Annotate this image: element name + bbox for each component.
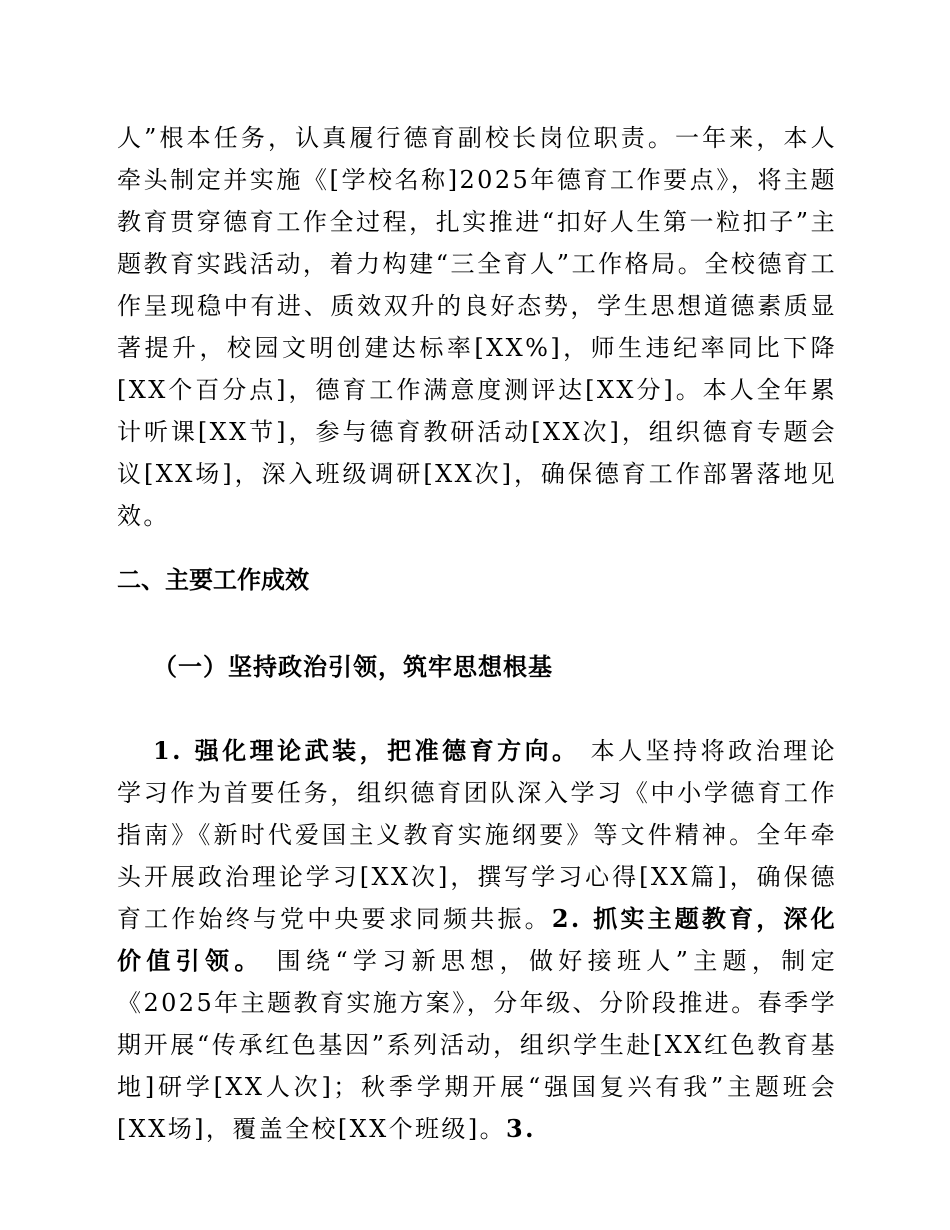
intro-paragraph: 人”根本任务，认真履行德育副校长岗位职责。一年来，本人牵头制定并实施《[学校名称]2025年德育工作要点》，将主题教育贯穿德育工作全过程，扎实推进“扣好人生第一粒扣子”主题教育实践活动，着力构建“三全育人”工作格局。全校德育工作呈现稳中有进、质效双升的良好态势，学生思想道德素质显著提升，校园文明创建达标率[XX%]，师生违纪率同比下降[XX个百分点]，德育工作满意度测评达[XX分]。本人全年累计听课[XX节]，参与德育教研活动[XX次]，组织德育专题会议[XX场]，深入班级调研[XX次]，确保德育工作部署落地见效。 — [117, 124, 837, 530]
subsection-heading: （一）坚持政治引领，筑牢思想根基 — [153, 652, 553, 681]
item1-title: 1. 强化理论武装，把准德育方向。 — [153, 736, 580, 765]
achievements-paragraph — [117, 730, 837, 1150]
item2-title: 2. 抓实主题教育，深化价值引领。 — [117, 904, 837, 975]
item3-marker: 3. — [506, 1114, 536, 1143]
section-heading: 二、主要工作成效 — [117, 566, 309, 594]
item2-body: 围绕“学习新思想，做好接班人”主题，制定《2025年主题教育实施方案》，分年级、分阶段推进。春季学期开展“传承红色基因”系列活动，组织学生赴[XX红色教育基地]研学[XX人次]；秋季学期开展“强国复兴有我”主题班会[XX场]，覆盖全校[XX个班级]。 — [117, 947, 837, 1143]
item1-body: 本人坚持将政治理论学习作为首要任务，组织德育团队深入学习《中小学德育工作指南》《新时代爱国主义教育实施纲要》等文件精神。全年牵头开展政治理论学习[XX次]，撰写学习心得[XX篇]，确保德育工作始终与党中央要求同频共振。 — [117, 737, 837, 933]
